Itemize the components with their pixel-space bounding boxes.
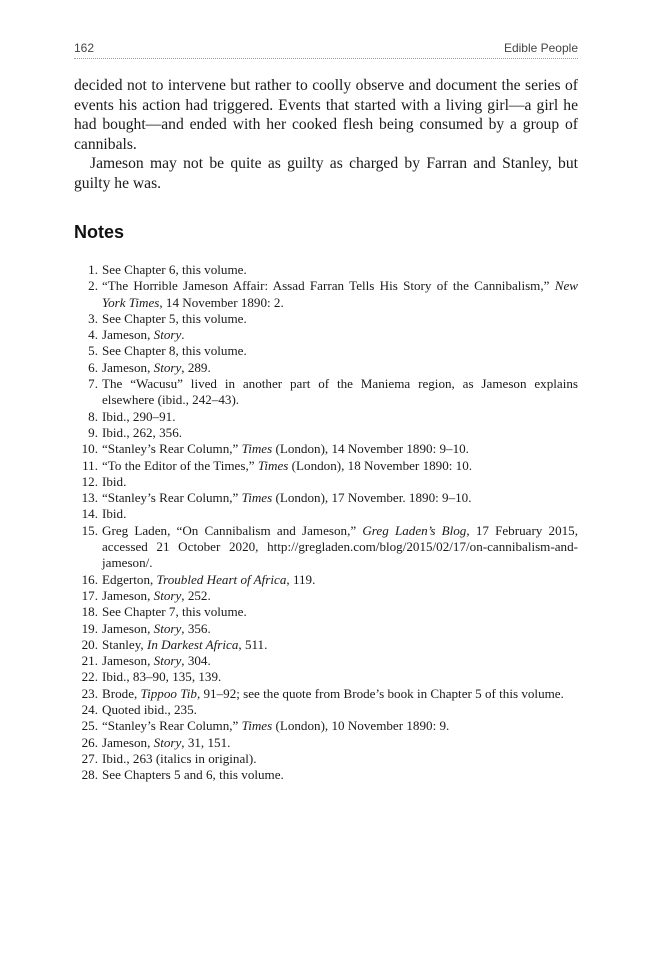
notes-list: [74, 262, 578, 784]
page-number: 162: [74, 41, 95, 55]
note-number: 1.: [88, 262, 98, 277]
note-text: See Chapters 5 and 6, this volume.: [102, 767, 284, 783]
note-number: 24.: [81, 702, 98, 718]
body-text: [74, 76, 578, 193]
note-text: Jameson, Story, 289.: [102, 359, 211, 375]
running-title: Edible People: [503, 41, 578, 55]
note-number: 2.: [88, 278, 98, 294]
note-text: Jameson, Story, 356.: [102, 620, 211, 636]
notes-heading: Notes: [74, 222, 125, 242]
note-text: Ibid.: [102, 473, 127, 489]
note-number: 20.: [81, 636, 98, 652]
note-item: [74, 702, 578, 718]
paragraph: decided not to intervene but rather to coolly observe and document the series of events his action had triggered. Events that started with a living girl—a girl he had bought—and ended with her cooked flesh being consumed by a group of cannibals.: [74, 77, 578, 153]
note-number: 17.: [81, 587, 98, 603]
note-number: 11.: [82, 457, 98, 473]
note-item: [74, 490, 578, 506]
note-text: See Chapter 8, this volume.: [102, 343, 247, 359]
note-text: See Chapter 5, this volume.: [102, 310, 247, 326]
note-text: Stanley, In Darkest Africa, 511.: [102, 636, 268, 652]
note-item: [74, 604, 578, 620]
note-text: Edgerton, Troubled Heart of Africa, 119.: [102, 571, 316, 587]
note-text: “Stanley’s Rear Column,” Times (London), 14 November 1890: 9–10.: [102, 441, 469, 457]
paragraph: Jameson may not be quite as guilty as charged by Farran and Stanley, but guilty he was.: [74, 155, 578, 192]
note-text: Ibid., 263 (italics in original).: [102, 750, 257, 766]
note-item: [74, 376, 578, 409]
note-number: 27.: [81, 750, 98, 766]
note-number: 19.: [81, 620, 98, 636]
note-text: Ibid., 290–91.: [102, 408, 176, 424]
note-text: “Stanley’s Rear Column,” Times (London), 17 November. 1890: 9–10.: [102, 490, 472, 506]
note-number: 8.: [88, 408, 98, 424]
note-number: 7.: [88, 376, 98, 392]
note-number: 4.: [88, 327, 98, 343]
note-number: 12.: [81, 473, 98, 489]
note-item: [74, 458, 578, 474]
note-text: Jameson, Story, 304.: [102, 653, 211, 669]
note-item: [74, 637, 578, 653]
note-number: 25.: [81, 718, 98, 734]
note-number: 9.: [88, 424, 98, 440]
note-text: Jameson, Story.: [102, 327, 185, 343]
note-item: [74, 588, 578, 604]
note-text: The “Wacusu” lived in another part of the Maniema region, as Jameson explains elsewhere (ibid., 242–43).: [102, 376, 578, 408]
note-item: [74, 441, 578, 457]
note-item: [74, 474, 578, 490]
note-item: [74, 735, 578, 751]
note-text: See Chapter 6, this volume.: [102, 262, 247, 277]
note-item: [74, 767, 578, 783]
note-item: [74, 653, 578, 669]
note-number: 13.: [81, 490, 98, 506]
note-number: 26.: [81, 734, 98, 750]
note-number: 10.: [81, 441, 98, 457]
note-number: 23.: [81, 685, 98, 701]
note-text: Brode, Tippoo Tib, 91–92; see the quote from Brode’s book in Chapter 5 of this volume.: [102, 685, 564, 701]
note-item: [74, 523, 578, 572]
note-item: [74, 718, 578, 734]
note-number: 3.: [88, 310, 98, 326]
note-text: Ibid., 83–90, 135, 139.: [102, 669, 222, 685]
note-number: 28.: [81, 767, 98, 783]
note-number: 5.: [88, 343, 98, 359]
note-text: “The Horrible Jameson Affair: Assad Farran Tells His Story of the Cannibalism,” New York Times, 14 November 1890: 2.: [102, 278, 578, 310]
note-text: Jameson, Story, 252.: [102, 587, 211, 603]
note-item: [74, 409, 578, 425]
note-number: 14.: [81, 506, 98, 522]
note-text: Ibid.: [102, 506, 127, 522]
note-item: [74, 425, 578, 441]
note-number: 22.: [81, 669, 98, 685]
note-item: [74, 278, 578, 311]
note-item: [74, 311, 578, 327]
note-number: 15.: [81, 522, 98, 538]
note-item: [74, 751, 578, 767]
running-header: [74, 38, 578, 59]
note-item: [74, 669, 578, 685]
note-number: 16.: [81, 571, 98, 587]
note-number: 21.: [81, 653, 98, 669]
note-item: [74, 572, 578, 588]
note-text: “To the Editor of the Times,” Times (London), 18 November 1890: 10.: [102, 457, 473, 473]
note-item: [74, 686, 578, 702]
note-item: [74, 262, 578, 278]
note-item: [74, 360, 578, 376]
note-item: [74, 327, 578, 343]
note-number: 6.: [88, 359, 98, 375]
note-item: [74, 506, 578, 522]
note-text: “Stanley’s Rear Column,” Times (London), 10 November 1890: 9.: [102, 718, 450, 734]
note-item: [74, 621, 578, 637]
note-number: 18.: [81, 604, 98, 620]
note-text: See Chapter 7, this volume.: [102, 604, 247, 620]
note-text: Jameson, Story, 31, 151.: [102, 734, 231, 750]
note-text: Ibid., 262, 356.: [102, 424, 183, 440]
note-item: [74, 343, 578, 359]
note-text: Quoted ibid., 235.: [102, 702, 197, 718]
note-text: Greg Laden, “On Cannibalism and Jameson,” Greg Laden’s Blog, 17 February 2015, accessed 21 October 2020, http://gregladen.com/blog/2015/02/17/on-cannibalism-and-jameson/.: [102, 522, 578, 571]
